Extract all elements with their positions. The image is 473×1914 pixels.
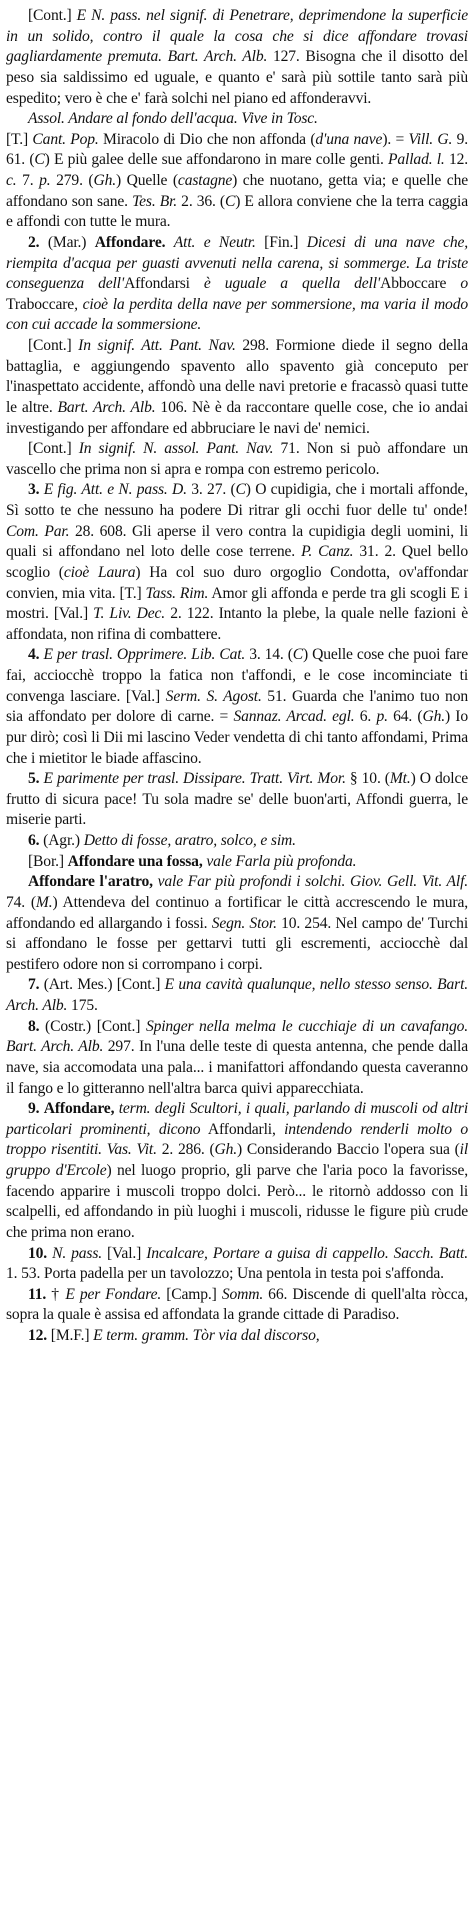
- headword: Affondare l'aratro,: [28, 873, 153, 891]
- entry-text: ) nel luogo proprio, gli parve che l'aria poco la favorisse, facendo apparire i muscoli troppo dolci. Però... le ritornò addosso con li scalpelli, ed affondando in più luoghi i muscoli, ridusse le figure più crude che prima non erano.: [6, 1162, 468, 1241]
- italic-text: d'una nave: [315, 130, 383, 148]
- italic-text: In signif. N. assol. Pant. Nav.: [78, 440, 274, 458]
- italic-text: castagne: [177, 172, 233, 189]
- entry-text: Amor gli affonda e perde tra gli scogli E i mostri. [Val.]: [6, 584, 468, 623]
- dictionary-entry: [6, 130, 468, 233]
- italic-text: Com. Par.: [6, 522, 70, 540]
- italic-text: o: [446, 275, 468, 293]
- italic-text: Dicesi di una nave che, riempita d'acqua per guasti avvenuti nella carena, si sommerge. La triste conseguenza dell': [6, 233, 469, 293]
- entry-text: [M.F.]: [47, 1327, 94, 1344]
- entry-text: 297. In l'una delle teste di questa antenna, che pende dalla nave, sia accomodata una pala... i manifattori affondando questa caveranno il fango e lo gitteranno nell'altra barca quivi apparecchiata.: [6, 1038, 469, 1097]
- italic-text: E per trasl. Opprimere. Lib. Cat.: [43, 646, 246, 664]
- entry-text: 74. (: [6, 893, 36, 911]
- dictionary-entry: [6, 439, 468, 480]
- entry-text: 2. 286. (: [156, 1141, 215, 1159]
- italic-text: E per Fondare.: [65, 1285, 162, 1303]
- italic-text: E parimente per trasl. Dissipare. Tratt. Virt. Mor.: [43, 770, 346, 788]
- italic-text: In signif. Att. Pant. Nav.: [78, 337, 236, 354]
- italic-text: P. Canz.: [301, 543, 354, 561]
- entry-text: [Fin.]: [255, 233, 307, 251]
- entry-text: 10. 254. Nel campo de' Turchi si affondano le fosse per gettarvi tutti gli escrementi, acciocchè dal pestifero odore non si corrompano i corpi.: [6, 914, 469, 973]
- entry-text: [T.]: [6, 130, 33, 148]
- entry-text: (Art. Mes.) [Cont.]: [39, 976, 165, 994]
- italic-text: il gruppo d'Ercole: [6, 1141, 469, 1179]
- entry-text: ) che nuotano, getta via; e quelle che affondano son sane.: [6, 172, 468, 210]
- entry-text: 51. Guarda che l'animo tuo non sia affondato per dolore di carne. =: [6, 687, 468, 726]
- entry-text: [Camp.]: [161, 1285, 222, 1303]
- italic-text: Sannaz. Arcad. egl.: [233, 708, 355, 726]
- sense-number: 10.: [28, 1244, 48, 1262]
- dictionary-entry: [6, 831, 468, 852]
- italic-text: Serm. S. Agost.: [165, 687, 262, 705]
- italic-text: E una cavità qualunque, nello stesso senso. Bart. Arch. Alb.: [6, 976, 468, 1014]
- entry-text: (Costr.) [Cont.]: [39, 1017, 146, 1035]
- dictionary-entry: [6, 336, 468, 439]
- entry-text: ) Quelle (: [115, 172, 178, 189]
- italic-text: c.: [6, 172, 17, 189]
- entry-text: 175.: [67, 997, 98, 1014]
- sense-number: 12.: [28, 1327, 48, 1344]
- entry-text: 66. Discende di quell'alta ròcca, sopra la quale è assisa ed affondata la grande cittade di Paradiso.: [6, 1285, 469, 1324]
- entry-text: ) O cupidigia, che i mortali affonde, Sì sotto te che nessuno ha podere Di ritrar gli occhi fuor delle tu' onde!: [6, 481, 469, 519]
- dictionary-entry: [6, 1099, 468, 1243]
- entry-text: Miracolo di Dio che non affonda (: [98, 130, 316, 148]
- headword: Affondare,: [43, 1100, 115, 1118]
- italic-text: Somm.: [221, 1285, 264, 1303]
- entry-text: 3. 27. (: [186, 481, 236, 499]
- dictionary-entry: [6, 480, 468, 645]
- entry-text: ) O dolce frutto di sicura pace! Tu sola madre se' delle buon'arti, Affondi guerra, le miserie parti.: [6, 770, 468, 829]
- italic-text: Tes. Br.: [132, 192, 178, 210]
- italic-text: Att. e Neutr.: [173, 233, 256, 251]
- entry-text: 71. Non si può affondare un vascello che prima non si apra e rompa con estremo pericolo.: [6, 440, 468, 478]
- dictionary-entry: [6, 975, 468, 1016]
- entry-text: [Cont.]: [28, 440, 79, 458]
- entry-text: 2. 122. Intanto la plebe, la quale nelle fazioni è affondata, non rifina di combattere.: [6, 605, 468, 643]
- italic-text: N. pass.: [52, 1244, 102, 1262]
- italic-text: Gh.: [422, 708, 445, 726]
- entry-text: 127. Bisogna che il disotto del peso sia saldissimo ed uguale, e quanto e' sarà più sottile tanto sarà più espedito; vero è che e' farà solchi nel piano ed affonderavvi.: [6, 48, 468, 107]
- italic-text: C: [34, 151, 45, 169]
- entry-text: Affondarsi: [124, 275, 190, 293]
- entry-text: 31. 2. Quel bello scoglio (: [6, 543, 469, 581]
- italic-text: E N. pass. nel signif. di Penetrare, deprimendone la superficie in un solido, contro il quale la cosa che si dice affondare trovasi gagliardamente premuta. Bart. Arch. Alb.: [6, 7, 469, 66]
- entry-text: ) E più galee delle sue affondarono in mare colle genti.: [44, 151, 389, 169]
- entry-text: ) Ha col suo duro orgoglio Condotta, ov'affondar convien, mia vita. [T.]: [6, 563, 468, 602]
- entry-text: 64. (: [387, 708, 423, 726]
- entry-text: Abboccare: [380, 275, 447, 293]
- entry-text: 7.: [16, 172, 40, 189]
- italic-text: Spinger nella melma le cucchiaje di un cavafango. Bart. Arch. Alb.: [6, 1017, 469, 1056]
- entry-text: ). =: [382, 130, 409, 148]
- italic-text: C: [292, 646, 304, 664]
- italic-text: Vill. G.: [408, 130, 453, 148]
- italic-text: Bart. Arch. Alb.: [57, 398, 156, 416]
- italic-text: intendendo renderli molto o troppo risentiti. Vas. Vit.: [6, 1120, 468, 1159]
- entry-text: 9. 61. (: [6, 130, 468, 169]
- italic-text: cioè Laura: [63, 563, 136, 581]
- headword: Affondare.: [94, 233, 166, 251]
- italic-text: , cioè la perdita della nave per sommersione, ma varia il modo con cui accade la sommersione.: [6, 295, 468, 334]
- entry-text: ) Considerando Baccio l'opera sua (: [237, 1141, 460, 1159]
- italic-text: Gh.: [214, 1141, 238, 1159]
- italic-text: M.: [35, 893, 53, 911]
- sense-number: 7.: [28, 976, 40, 994]
- italic-text: Detto di fosse, aratro, solco, e sim.: [83, 832, 296, 849]
- italic-text: Assol. Andare al fondo dell'acqua. Vive in Tosc.: [28, 110, 318, 128]
- italic-text: E term. gramm. Tòr via dal discorso,: [93, 1327, 320, 1344]
- entry-text: 12.: [444, 151, 468, 169]
- headword: Affondare una fossa,: [67, 852, 203, 870]
- dictionary-entry: [6, 872, 468, 975]
- entry-text: § 10. (: [345, 770, 390, 788]
- entry-text: [Bor.]: [28, 852, 68, 870]
- entry-text: Affondarli,: [200, 1120, 285, 1138]
- entry-text: 3. 14. (: [245, 646, 293, 664]
- entry-text: [Val.]: [101, 1244, 147, 1262]
- italic-text: term. degli Scultori, i quali, parlando di muscoli od altri particolari prominenti, dicono: [6, 1100, 469, 1138]
- italic-text: T. Liv. Dec.: [93, 605, 166, 623]
- dictionary-entry: [6, 109, 468, 130]
- dictionary-entry: [6, 233, 468, 336]
- dictionary-entry: [6, 769, 468, 831]
- entry-text: 279. (: [50, 172, 94, 189]
- italic-text: p.: [39, 172, 51, 189]
- sense-number: 6.: [28, 832, 40, 849]
- sense-number: 3.: [28, 481, 40, 499]
- italic-text: Mt.: [389, 770, 411, 788]
- italic-text: C: [235, 481, 246, 499]
- dictionary-entry: [6, 852, 468, 873]
- dictionary-entry: [6, 1244, 468, 1285]
- entry-text: 6.: [354, 708, 377, 726]
- dictionary-entry: [6, 1326, 468, 1347]
- italic-text: Pallad. l.: [388, 151, 445, 169]
- entry-text: 1. 53. Porta padella per un tavolozzo; Una pentola in testa poi s'affonda.: [6, 1265, 444, 1283]
- entry-text: (Agr.): [39, 832, 84, 849]
- entry-text: [165, 234, 173, 251]
- dictionary-entry: [6, 1285, 468, 1326]
- entry-text: ) Quelle cose che puoi fare fai, acciocchè troppo la fatica non t'affondi, e le cose incominciate ti convenga lasciare. [Val.]: [6, 646, 468, 705]
- italic-text: E fig. Att. e N. pass. D.: [43, 481, 187, 499]
- italic-text: Segn. Stor.: [211, 914, 277, 932]
- entry-text: 106. Nè è da raccontare quelle cose, che io andai investigando per affondare ed abbruciare le navi de' nemici.: [6, 398, 468, 437]
- entry-text: 298. Formione diede il segno della battaglia, e aggiungendo spavento allo spavento già conceputo per l'inaspettato accidente, affondò una delle navi pretorie e fracassò quasi tutte le altre.: [6, 337, 469, 416]
- italic-text: p.: [376, 708, 388, 726]
- entry-text: (Mar.): [39, 233, 95, 251]
- entry-text: Traboccare: [6, 295, 75, 313]
- italic-text: Gh.: [93, 172, 116, 189]
- sense-number: 11.: [28, 1285, 47, 1303]
- entry-text: [Cont.]: [28, 7, 77, 24]
- italic-text: C: [224, 192, 236, 210]
- italic-text: Incalcare, Portare a guisa di cappello. Sacch. Batt.: [146, 1244, 468, 1262]
- entry-text: ) E allora conviene che la terra caggia e affondi con tutte le mura.: [6, 192, 468, 231]
- dictionary-entry: [6, 1017, 468, 1100]
- sense-number: 5.: [28, 770, 40, 788]
- entry-text: 2. 36. (: [177, 192, 225, 210]
- sense-number: 4.: [28, 646, 40, 664]
- entry-text: ) Io pur dirò; così li Dii mi lascino Veder vendetta di chi tanto affondami, Prima che i mietitor le biade affascino.: [6, 708, 468, 767]
- dictionary-entry: [6, 6, 468, 109]
- dictionary-entry: [6, 645, 468, 769]
- sense-number: 8.: [28, 1017, 40, 1035]
- italic-text: Tass. Rim.: [145, 584, 209, 602]
- italic-text: vale Far più profondi i solchi. Giov. Gell. Vit. Alf.: [157, 873, 468, 891]
- italic-text: vale Farla più profonda.: [206, 852, 357, 870]
- italic-text: Cant. Pop.: [32, 130, 99, 148]
- italic-text: è uguale a quella dell': [189, 275, 381, 293]
- sense-number: 2.: [28, 233, 40, 251]
- entry-text: ) Attendeva del continuo a fortificar le città accrescendo le mura, affondando ed allargando i fossi.: [6, 893, 468, 932]
- entry-text: [Cont.]: [28, 337, 79, 354]
- entry-text: 28. 608. Gli aperse il vero contra la cupidigia degli uomini, li quali si affondano nel loto delle cose terrene.: [6, 522, 469, 561]
- entry-text: †: [46, 1285, 66, 1303]
- sense-number: 9.: [28, 1100, 40, 1118]
